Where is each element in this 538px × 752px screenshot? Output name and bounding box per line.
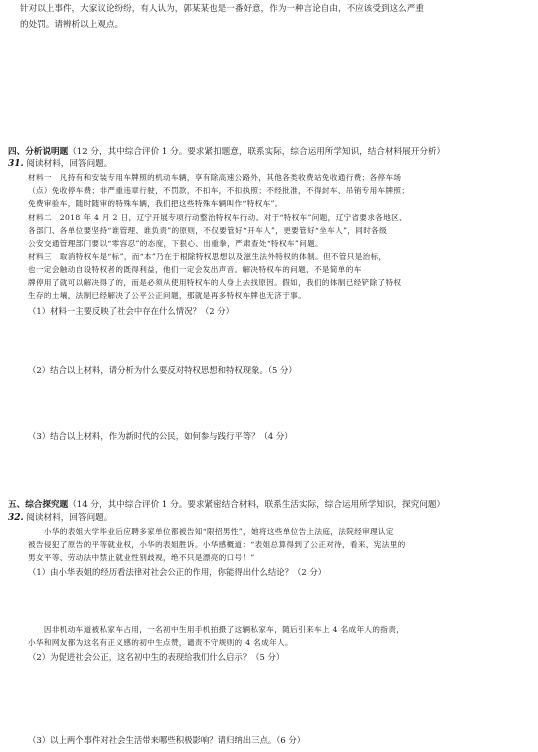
section-4-heading-detail: （12 分，其中综合评价 1 分。要求紧扣题意，联系实际，综合运用所学知识，结合材料展开分析） (68, 147, 446, 157)
story-1-line-2: 被告侵犯了原告的平等就业权，小华的表姐胜诉。小华感概道：“表姐总算得到了公正对待，看来，宪法里的 (28, 540, 406, 549)
question-31-line (8, 158, 112, 170)
question-32-instruction: 阅读材料，回答问题。 (26, 513, 113, 523)
material-2-line-2: 各部门、各单位要坚持“谁管理、谁负责”的原则，不仅要管好“开车人”，更要管好“坐车人”，同时各级 (28, 226, 388, 235)
question-31-2: （2）结合以上材料，请分析为什么要反对特权思想和特权现象。（5 分） (28, 365, 297, 375)
section-4-heading: 四、分析说明题 (8, 147, 69, 157)
material-2-line-3: 公安交通管理部门要以“零容忍”的态度，下狠心、出重拳，严肃查处“特权车”问题。 (28, 239, 323, 248)
section-5-heading-line (8, 499, 445, 511)
question-number-32: 32. (8, 513, 24, 523)
question-32-3: （3）以上两个事件对社会生活带来哪些积极影响？请归纳出三点。（6 分） (28, 735, 306, 745)
material-2-line-1: 材料二 2018 年 4 月 2 日，辽宁开展专项行动整治特权车行动。对于“特权车”问题，辽宁省要求各地区、 (28, 213, 408, 222)
section-4-heading-line (8, 146, 445, 158)
story-1-line-3: 男女平等、劳动法中禁止就业性别歧视，绝不只是漂亮的口号！” (28, 553, 255, 562)
intro-line-1: 针对以上事件，大家议论纷纷，有人认为，郭某某也是一番好意，作为一种言论自由，不应该受到这么严重 (20, 4, 424, 14)
question-32-2: （2）为促进社会公正，这名初中生的表现给我们什么启示？（5 分） (28, 652, 285, 662)
question-31-3: （3）结合以上材料，作为新时代的公民，如何参与践行平等？（4 分） (28, 431, 293, 441)
story-2-line-2: 小华和网友都为这名有正义感的初中生点赞，谴责不守规则的 4 名成年人。 (28, 638, 293, 647)
question-31-1: （1）材料一主要反映了社会中存在什么情况？（2 分） (28, 306, 234, 316)
section-5-heading-detail: （14 分，其中综合评价 1 分。要求紧密结合材料，联系生活实际，综合运用所学知识，探究问题） (68, 500, 446, 510)
story-2-line-1: 因非机动车道被私家车占用，一名初中生用手机拍摄了这辆私家车，随后引来车上 4 名成年人的指责， (28, 625, 405, 634)
story-1-line-1: 小华的表姐大学毕业后应聘多家单位都被告知“限招男性”，她将这些单位告上法庭，法院经审理认定 (28, 527, 394, 536)
material-3-line-4: 生存的土壤，法制已经解决了公平公正问题，那就是再多特权车牌也无济于事。 (28, 291, 307, 300)
question-32-line (8, 512, 112, 524)
material-3-line-2: 也一定会触动自设特权者的既得利益，他们一定会发出声音。解决特权车的问题，不是简单的车 (28, 265, 362, 274)
section-5-heading: 五、综合探究题 (8, 500, 69, 510)
question-32-1: （1）由小华表姐的经历看法律对社会公正的作用，你能得出什么结论？（2 分） (28, 567, 327, 577)
material-1-line-2: （点）免收停车费；非严重违章行驶，不罚款，不扣车，不扣执照；不经批准，不得封车、吊销专用车牌照； (28, 186, 410, 195)
question-31-instruction: 阅读材料，回答问题。 (26, 159, 113, 169)
question-number-31: 31. (8, 159, 24, 169)
intro-line-2: 的处罚。请辨析以上观点。 (20, 20, 124, 30)
material-1-line-3: 免费审验车，随时随审的特殊车辆，我们把这些特殊车辆叫作“特权车”。 (28, 199, 283, 208)
material-3-line-1: 材料三 取消特权车是“标”，而“本”乃在于根除特权思想以及滋生法外特权的体制。但不管只是治标， (28, 252, 387, 261)
material-1-line-1: 材料一 凡持有和安装专用车牌照的机动车辆，享有除高速公路外，其他各类收费站免收通行费；各停车场 (28, 173, 402, 182)
material-3-line-3: 牌停用了就可以解决得了的，而是必须从使用特权车的人身上去找原因。假如，我们的体制已经铲除了特权 (28, 278, 402, 287)
